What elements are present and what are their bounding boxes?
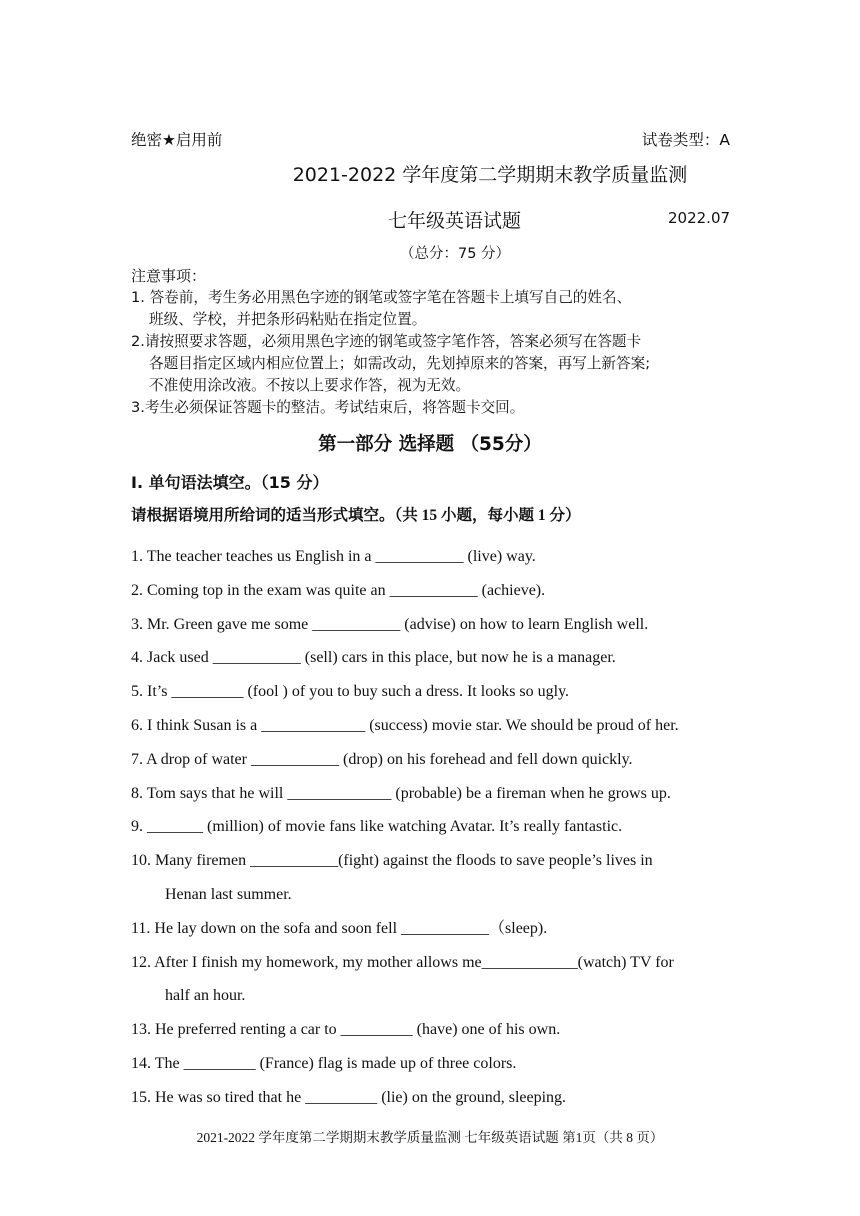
question-item <box>131 810 731 844</box>
question-text: 7. A drop of water <box>131 750 251 768</box>
question-item <box>131 844 731 912</box>
question-item <box>131 574 731 608</box>
notice-item: 1. 答卷前，考生务必用黑色字迹的钢笔或签字笔在答题卡上填写自己的姓名、 <box>131 289 632 306</box>
paper-type-label: 试卷类型：A <box>641 131 730 149</box>
question-hint: (France) flag is made up of three colors. <box>255 1054 517 1072</box>
page-footer: 2021-2022 学年度第二学期期末教学质量监测 七年级英语试题 第1页（共 8 页） <box>196 1130 664 1145</box>
question-text: 15. He was so tired that he <box>131 1088 306 1106</box>
question-hint: (fool ) of you to buy such a dress. It looks so ugly. <box>243 683 570 701</box>
question-text: 10. Many firemen <box>131 852 251 870</box>
question-list <box>131 540 731 1115</box>
exam-title: 2021-2022 学年度第二学期期末教学质量监测 <box>292 164 688 186</box>
answer-blank[interactable]: _______ <box>147 818 203 836</box>
answer-blank[interactable]: _________ <box>183 1054 256 1072</box>
confidential-label: 绝密★启用前 <box>131 131 223 149</box>
question-text: 8. Tom says that he will <box>131 784 288 802</box>
question-item <box>131 777 731 811</box>
question-hint: (fight) against the floods to save people’s lives in <box>338 852 653 870</box>
question-continuation: half an hour. <box>165 987 246 1005</box>
question-text: 12. After I finish my homework, my mother allows me <box>131 953 482 971</box>
question-item <box>131 1047 731 1081</box>
question-item <box>131 743 731 777</box>
answer-blank[interactable]: ___________ <box>250 750 339 768</box>
answer-blank[interactable]: ___________ <box>389 581 478 599</box>
question-text: 2. Coming top in the exam was quite an <box>131 581 390 599</box>
notice-item-continuation: 各题目指定区域内相应位置上；如需改动，先划掉原来的答案，再写上新答案; <box>149 355 651 372</box>
question-item <box>131 540 731 574</box>
answer-blank[interactable]: _________ <box>340 1021 413 1039</box>
question-item <box>131 912 731 946</box>
answer-blank[interactable]: ___________ <box>375 548 464 565</box>
question-item <box>131 1081 731 1115</box>
answer-blank[interactable]: ____________ <box>481 953 578 971</box>
question-item <box>131 1013 731 1047</box>
answer-blank[interactable]: _________ <box>305 1088 378 1106</box>
question-item <box>131 608 731 642</box>
answer-blank[interactable]: ___________ <box>401 919 490 937</box>
answer-blank[interactable]: ___________ <box>250 852 339 870</box>
answer-blank[interactable]: _____________ <box>261 716 366 734</box>
notice-heading: 注意事项： <box>131 267 207 285</box>
question-hint: (sell) cars in this place, but now he is a manager. <box>300 649 616 667</box>
question-text: 11. He lay down on the sofa and soon fell <box>131 919 402 937</box>
total-score: （总分：75 分） <box>399 246 511 262</box>
question-text: 4. Jack used <box>131 649 213 667</box>
question-text: 3. Mr. Green gave me some <box>131 615 313 633</box>
question-hint: (advise) on how to learn English well. <box>400 615 649 633</box>
question-text: 14. The <box>131 1054 184 1072</box>
section-title: Ⅰ. 单句语法填空。（15 分） <box>131 473 329 492</box>
notice-item: 3.考生必须保证答题卡的整洁。考试结束后，将答题卡交回。 <box>131 399 525 416</box>
question-item <box>131 675 731 709</box>
answer-blank[interactable]: _________ <box>171 683 244 701</box>
section-instruction: 请根据语境用所给词的适当形式填空。（共 15 小题，每小题 1 分） <box>131 507 581 524</box>
question-hint: (probable) be a fireman when he grows up. <box>391 784 671 802</box>
question-hint: （sleep). <box>489 919 548 937</box>
question-text: 1. The teacher teaches us English in a <box>131 548 376 565</box>
question-text: 9. <box>131 818 147 836</box>
answer-blank[interactable]: _____________ <box>287 784 392 802</box>
question-text: 6. I think Susan is a <box>131 716 262 734</box>
question-hint: (drop) on his forehead and fell down quickly. <box>338 750 633 768</box>
answer-blank[interactable]: ___________ <box>212 649 301 667</box>
exam-date: 2022.07 <box>668 209 731 227</box>
exam-subtitle: 七年级英语试题 <box>388 210 522 232</box>
notice-item-continuation: 不准使用涂改液。不按以上要求作答，视为无效。 <box>149 377 471 394</box>
notice-item: 2.请按照要求答题，必须用黑色字迹的钢笔或签字笔作答，答案必须写在答题卡 <box>131 333 642 350</box>
notice-item-continuation: 班级、学校，并把条形码粘贴在指定位置。 <box>149 311 427 328</box>
question-hint: (have) one of his own. <box>412 1021 561 1039</box>
answer-blank[interactable]: ___________ <box>312 615 401 633</box>
question-text: 5. It’s <box>131 683 172 701</box>
question-text: 13. He preferred renting a car to <box>131 1021 341 1039</box>
question-item <box>131 641 731 675</box>
question-hint: (watch) TV for <box>577 953 674 971</box>
notice-list <box>131 287 741 419</box>
question-hint: (achieve). <box>477 581 546 599</box>
question-item <box>131 946 731 1014</box>
question-hint: (live) way. <box>463 548 536 565</box>
part-title: 第一部分 选择题 （55分） <box>318 434 542 455</box>
question-item <box>131 709 731 743</box>
question-hint: (million) of movie fans like watching Avatar. It’s really fantastic. <box>203 818 623 836</box>
question-continuation: Henan last summer. <box>165 885 292 903</box>
question-hint: (lie) on the ground, sleeping. <box>377 1088 567 1106</box>
question-hint: (success) movie star. We should be proud of her. <box>365 716 679 734</box>
